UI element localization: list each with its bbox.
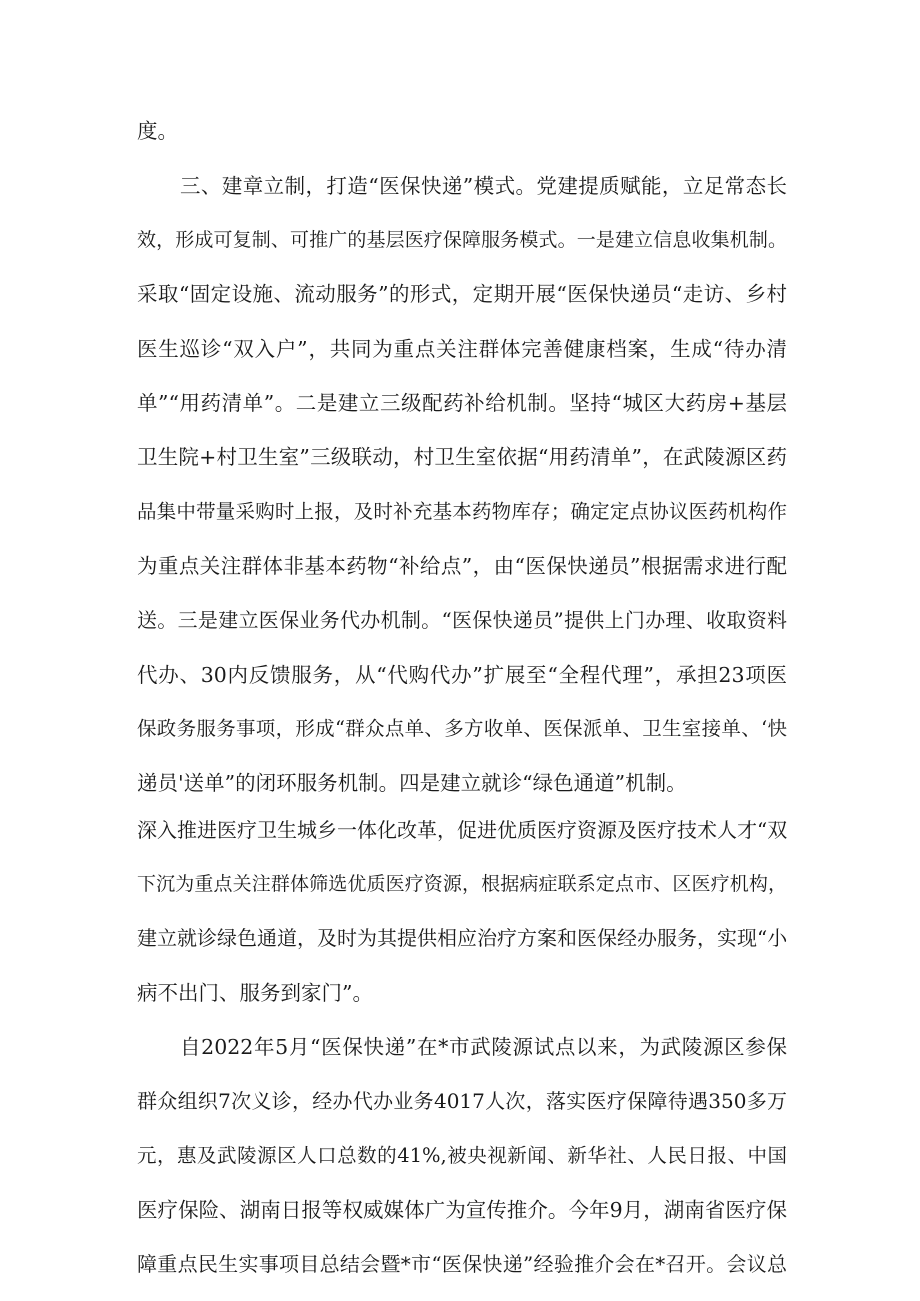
- text-line-4: 采取“固定设施、流动服务”的形式，定期开展“医保快递员“走访、乡村: [137, 282, 787, 306]
- text-line-13: 递员'送单”的闭环服务机制。四是建立就诊“绿色通道”机制。: [137, 771, 687, 795]
- text-line-15: 下沉为重点关注群体筛选优质医疗资源，根据病症联系定点市、区医疗机构，: [137, 873, 787, 895]
- paragraph-results-first-line: 自2022年5月“医保快递”在*市武陵源试点以来，为武陵源区参保: [180, 1035, 787, 1059]
- text-line-6: 单”“用药清单”。二是建立三级配药补给机制。坚持“城区大药房+基层: [137, 391, 787, 415]
- text-line-21: 医疗保险、湖南日报等权威媒体广为宣传推介。今年9月，湖南省医疗保: [137, 1198, 787, 1222]
- text-line-10: 送。三是建立医保业务代办机制。“医保快递员”提供上门办理、收取资料: [137, 608, 787, 632]
- text-line-12: 保政务服务事项，形成“群众点单、多方收单、医保派单、卫生室接单、‘快: [137, 717, 787, 740]
- text-line-5: 医生巡诊“双入户”，共同为重点关注群体完善健康档案，生成“待办清: [137, 337, 787, 361]
- text-line-19: 群众组织7次义诊，经办代办业务4017人次，落实医疗保障待遇350多万: [137, 1089, 787, 1113]
- text-line-17: 病不出门、服务到家门”。: [137, 981, 373, 1005]
- text-line-14: 深入推进医疗卫生城乡一体化改革，促进优质医疗资源及医疗技术人才“双: [137, 818, 788, 842]
- text-line-1: 度。: [137, 119, 178, 143]
- paragraph-3-heading-line: 三、建章立制，打造“医保快递”模式。党建提质赋能，立足常态长: [180, 174, 787, 198]
- text-line-9: 为重点关注群体非基本药物“补给点”，由“医保快递员”根据需求进行配: [137, 554, 787, 578]
- text-line-16: 建立就诊绿色通道，及时为其提供相应治疗方案和医保经办服务，实现“小: [137, 926, 788, 950]
- text-line-3: 效，形成可复制、可推广的基层医疗保障服务模式。一是建立信息收集机制。: [137, 229, 787, 251]
- text-line-7: 卫生院+村卫生室”三级联动，村卫生室依据“用药清单”，在武陵源区药: [137, 445, 787, 469]
- text-line-11: 代办、30内反馈服务，从“代购代办”扩展至“全程代理”，承担23项医: [137, 663, 787, 687]
- text-line-8: 品集中带量采购时上报，及时补充基本药物库存；确定定点协议医药机构作: [137, 500, 787, 523]
- text-line-20: 元，惠及武陵源区人口总数的41%,被央视新闻、新华社、人民日报、中国: [137, 1144, 787, 1167]
- text-line-22: 障重点民生实事项目总结会暨*市“医保快递”经验推介会在*召开。会议总: [137, 1252, 787, 1276]
